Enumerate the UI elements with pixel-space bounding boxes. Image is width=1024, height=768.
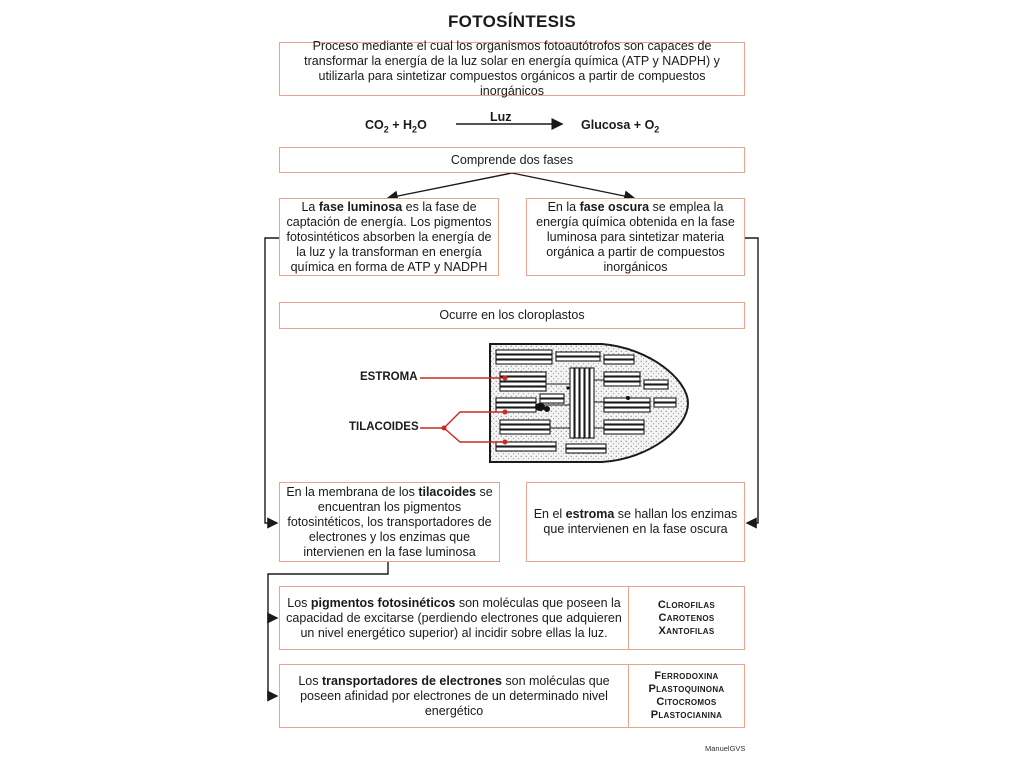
pigmentos-list-item: Carotenos [658,611,715,624]
phases-box: Comprende dos fases [279,147,745,173]
pigmentos-box [279,586,629,650]
pigmentos-list-item: Clorofilas [657,598,716,611]
equation-products: $Glucosa + O_2$ [581,118,660,135]
equation-reactants: $CO_2 + H_2O$ [365,118,427,135]
page-title: FOTOSÍNTESIS [448,12,576,31]
transportadores-list-item: Plastocianina [650,709,723,721]
definition-box [279,39,745,98]
arrow-luminosa-to-tilacoides [265,238,279,523]
tilacoides-text: En la membrana de los tilacoides se encuentran los pigmentos fotosintéticos, los transportadores de electrones y los enzimas que intervienen en la fase luminosa [286,484,493,559]
transportadores-list-item: Ferrodoxina [654,670,719,682]
tilacoides-box [279,482,500,562]
fase-oscura-text: En la fase oscura se emplea la energía química obtenida en la fase luminosa para sintetizar materia orgánica a partir de compuestos inorgánicos [536,199,735,274]
fase-luminosa-text: La fase luminosa es la fase de captación de energía. Los pigmentos fotosintéticos absorben la energía de la luz y la transforman en energía química en forma de ATP y NADPH [286,199,492,274]
arrow-to-transportadores [268,618,277,696]
fase-luminosa-box [279,198,499,276]
arrow-to-fase-oscura [512,173,634,198]
transportadores-list [628,664,745,728]
transportadores-text: Los transportadores de electrones son moléculas que poseen afinidad por electrones de un determinado nivel energético [298,673,610,718]
credit-text: ManuelGVS [705,744,746,753]
pigmentos-list-item: Xantofilas [658,624,715,637]
definition-text: Proceso mediante el cual los organismos fotoautótrofos son capaces de transformar la energía de la luz solar en energía química (ATP y NADPH) y utilizarla para sintetizar compuestos orgánicos a partir de compuestos inorgánicos [304,39,720,98]
transportadores-box [279,664,629,728]
tilacoides-label: TILACOIDES [349,421,419,433]
estroma-label: ESTROMA [360,371,418,383]
estroma-box [526,482,745,562]
pigmentos-text: Los pigmentos fotosinéticos son moléculas que poseen la capacidad de excitarse (perdiendo electrones que adquieren un nivel energético superior) al incidir sobre ellas la luz. [286,595,622,640]
arrow-to-fase-luminosa [388,173,512,198]
equation-arrow-label: Luz [490,110,512,124]
cloroplastos-box: Ocurre en los cloroplastos [279,302,745,329]
fase-oscura-box [526,198,745,276]
transportadores-list-item: Citocromos [656,696,717,708]
pigmentos-list [628,586,745,650]
transportadores-list-item: Plastoquinona [648,683,725,695]
arrow-oscura-to-estroma [745,238,758,523]
estroma-text: En el estroma se hallan los enzimas que intervienen en la fase oscura [533,507,738,536]
